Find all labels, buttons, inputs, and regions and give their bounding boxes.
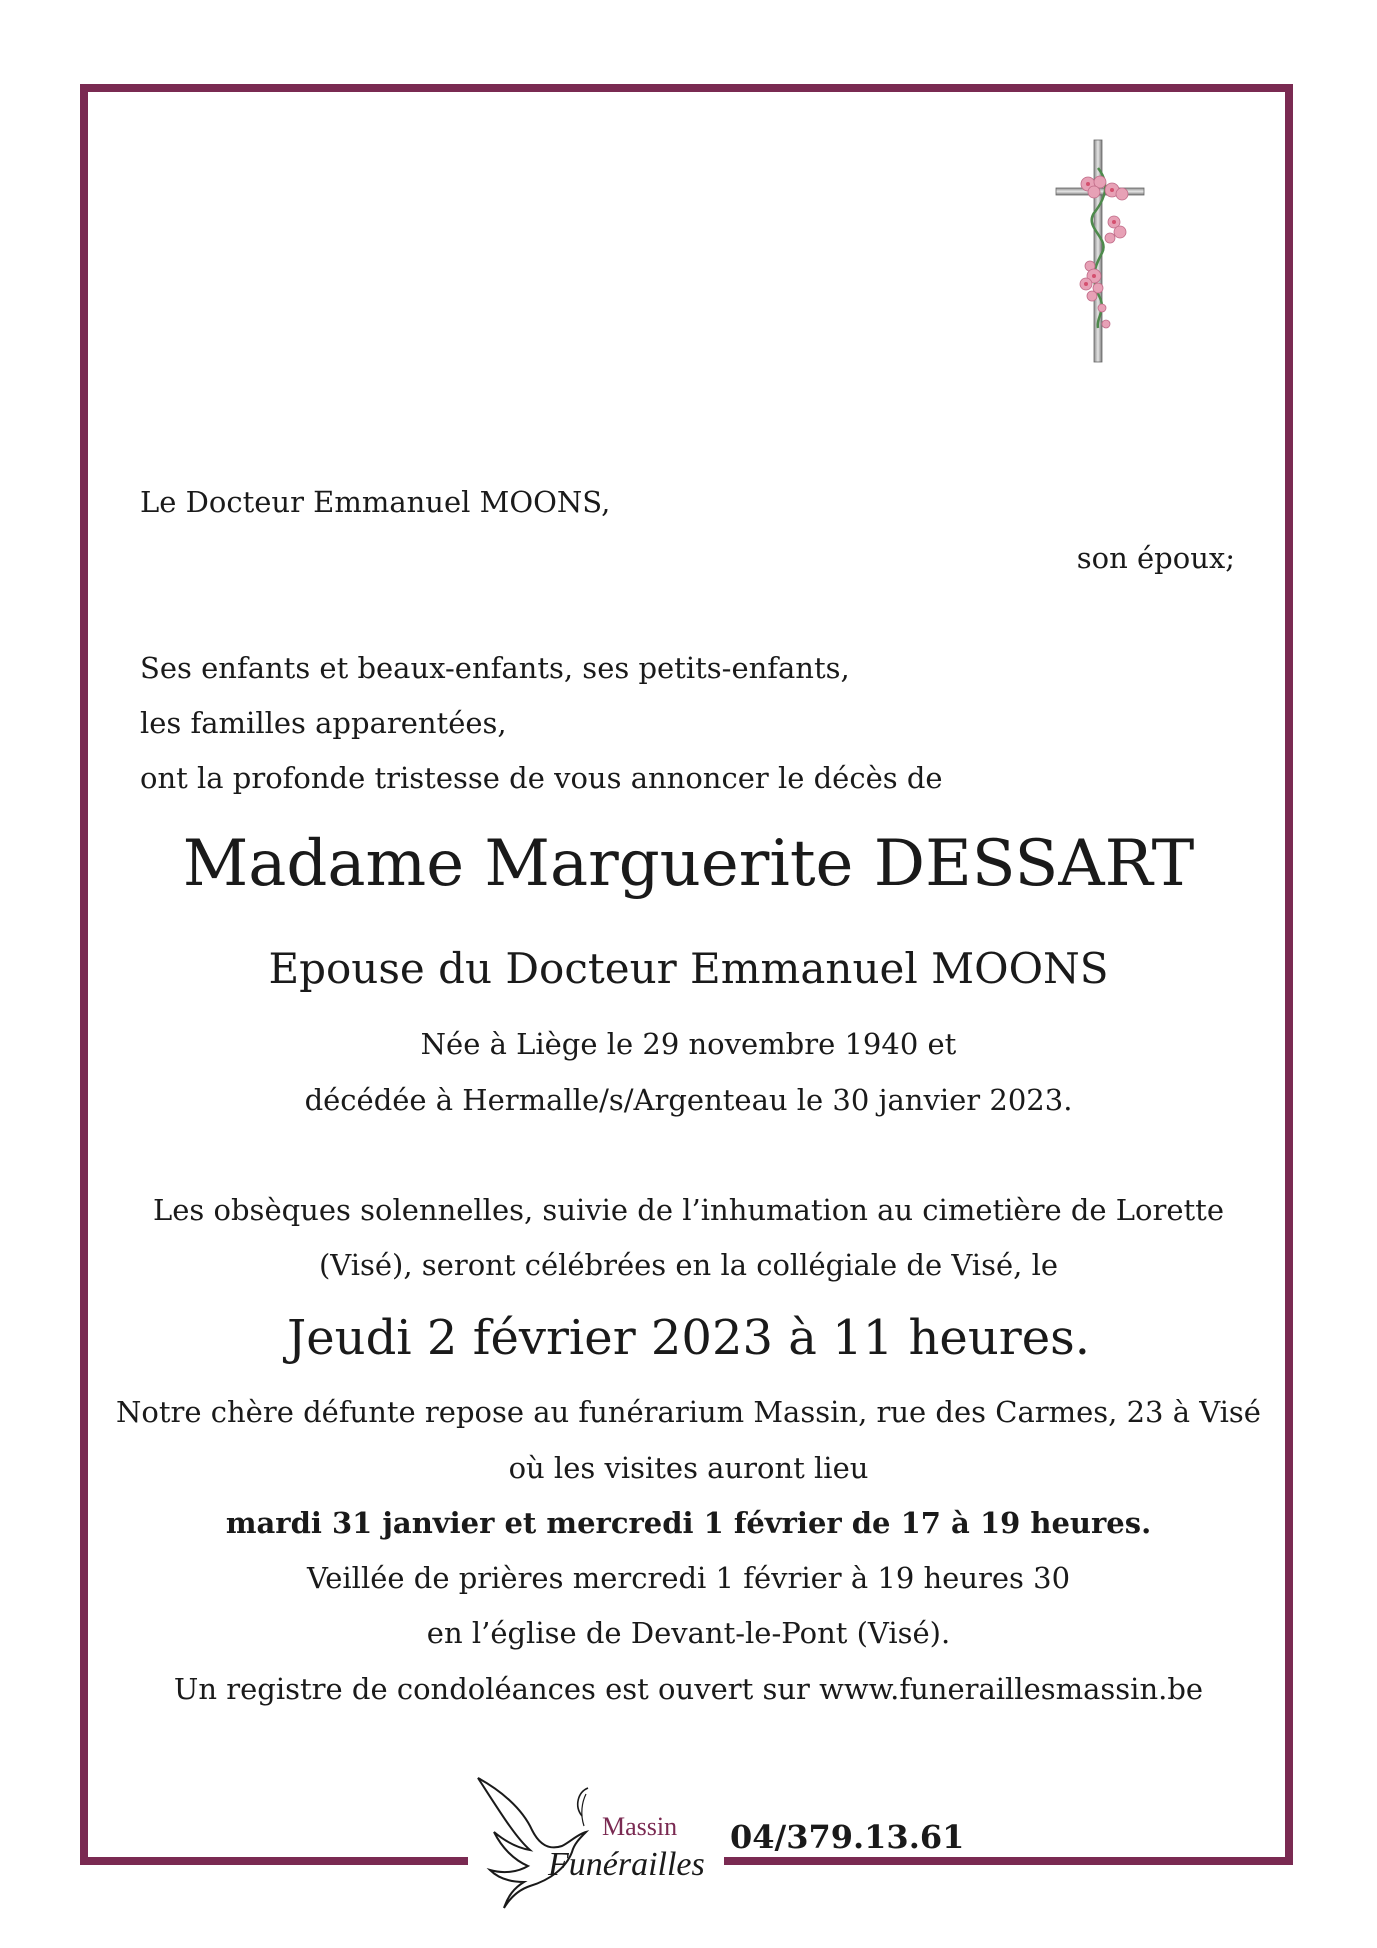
rest-line: Notre chère défunte repose au funérarium Massin, rue des Carmes, 23 à Visé xyxy=(116,1395,1261,1429)
visits-line: où les visites auront lieu xyxy=(508,1451,869,1485)
death-line: décédée à Hermalle/s/Argenteau le 30 janvier 2023. xyxy=(304,1083,1073,1117)
phone-number: 04/379.13.61 xyxy=(726,1818,968,1856)
vigil-line: Veillée de prières mercredi 1 février à 19 heures 30 xyxy=(306,1561,1071,1595)
spouse-role-line: son époux; xyxy=(1076,541,1235,575)
deceased-name: Madame Marguerite DESSART xyxy=(182,827,1195,901)
visits-dates: mardi 31 janvier et mercredi 1 février de 17 à 19 heures. xyxy=(225,1506,1152,1540)
funeral-line-2: (Visé), seront célébrées en la collégiale de Visé, le xyxy=(318,1248,1059,1282)
children-line: Ses enfants et beaux-enfants, ses petits-enfants, xyxy=(140,651,850,685)
vigil-place: en l’église de Devant-le-Pont (Visé). xyxy=(426,1616,951,1650)
cross-with-flowers-icon xyxy=(1050,138,1150,366)
funeral-date: Jeudi 2 février 2023 à 11 heures. xyxy=(287,1310,1090,1366)
spouse-title: Epouse du Docteur Emmanuel MOONS xyxy=(268,944,1109,993)
logo-brand: Massin xyxy=(602,1812,678,1841)
families-line: les familles apparentées, xyxy=(140,706,507,740)
funeral-line-1: Les obsèques solennelles, suivie de l’inhumation au cimetière de Lorette xyxy=(153,1193,1224,1227)
husband-line: Le Docteur Emmanuel MOONS, xyxy=(140,485,611,519)
condolences-line: Un registre de condoléances est ouvert sur www.funeraillesmassin.be xyxy=(173,1672,1204,1706)
announce-line: ont la profonde tristesse de vous annoncer le décès de xyxy=(140,761,943,795)
logo-subtitle: Funérailles xyxy=(548,1846,705,1883)
birth-line: Née à Liège le 29 novembre 1940 et xyxy=(420,1027,957,1061)
dove-icon xyxy=(470,1772,720,1912)
